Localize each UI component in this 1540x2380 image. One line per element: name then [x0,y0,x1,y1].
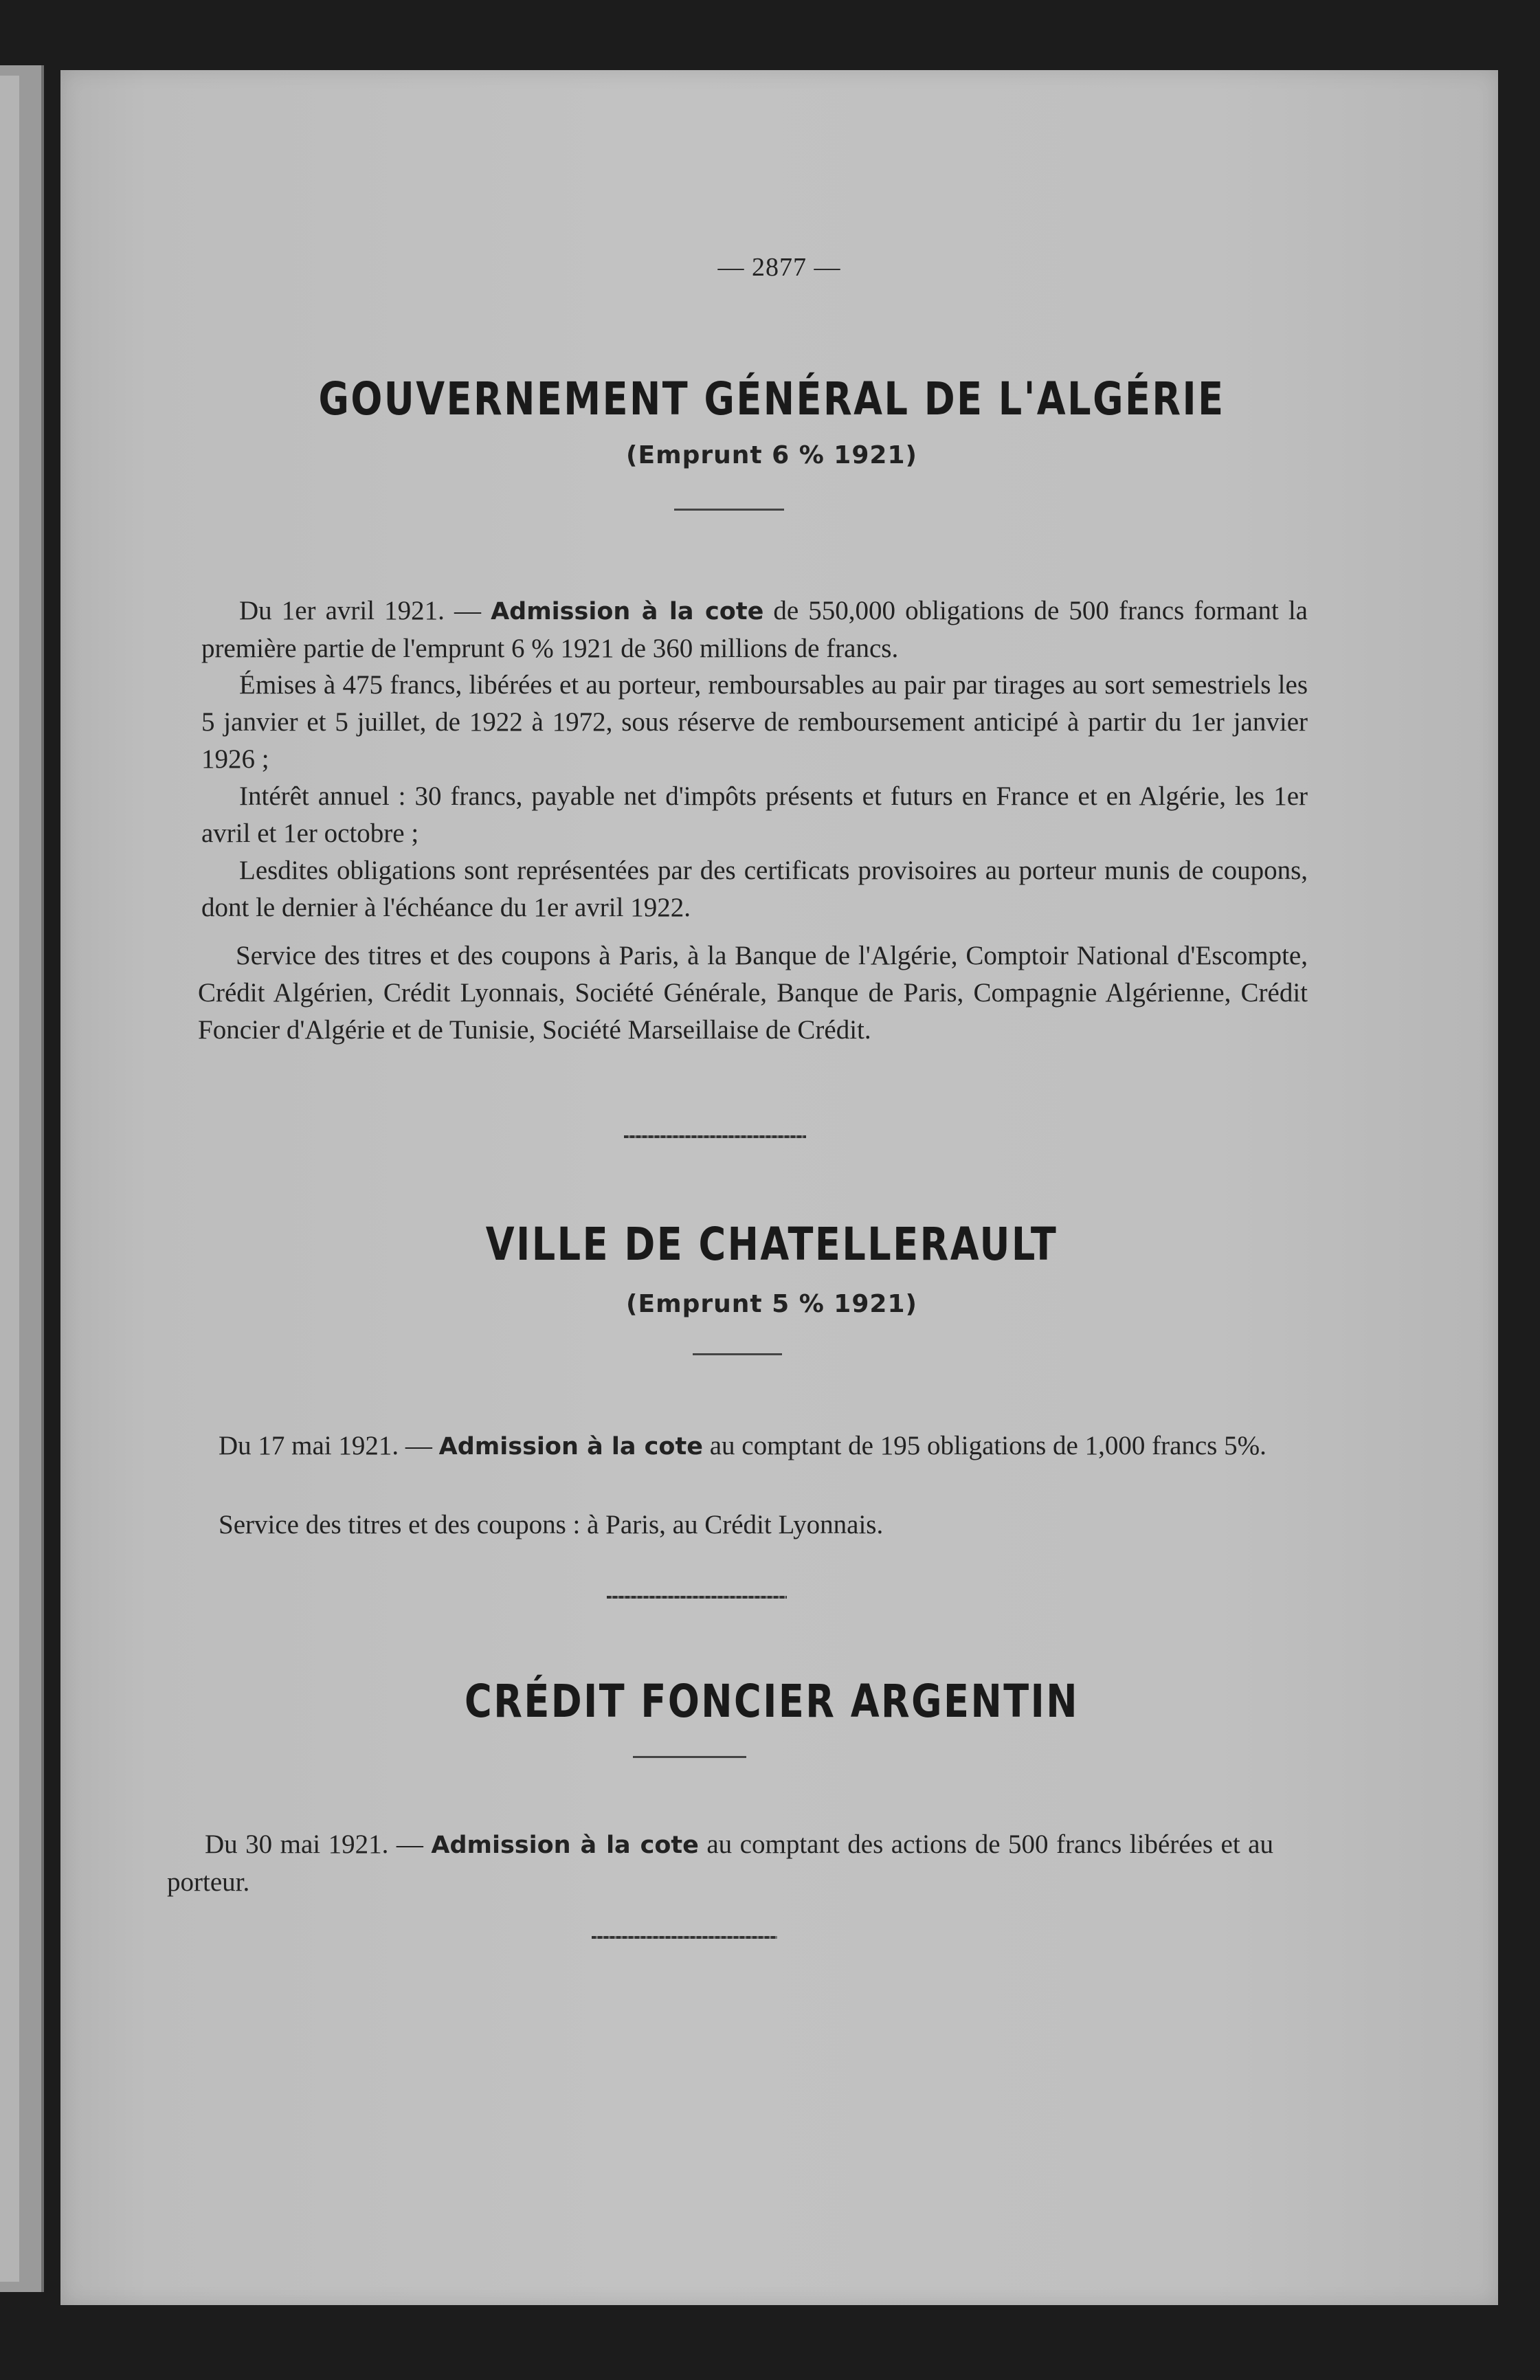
paragraph-text: de 550,000 obligations de 500 francs formant la première partie de l'emprunt 6 % 1921 de 360 millions de francs. [201,596,1308,663]
paragraph-algerie-certificats: Lesdites obligations sont représentées par des certificats provisoires au porteur munis de coupons, dont le dernier à l'échéance du 1er avril 1922. [201,856,1308,922]
paragraph-algerie-interet: Intérêt annuel : 30 francs, payable net d'impôts présents et futurs en France et en Algérie, les 1er avril et 1er octobre ; [201,781,1308,848]
paragraph-algerie-emission: Émises à 475 francs, libérées et au porteur, remboursables au pair par tirages au sort semestriels les 5 janvier et 5 juillet, de 1922 à 1972, sous réserve de remboursement anticipé à partir du 1er janvier 1926 ; [201,670,1308,774]
section-subtitle-chatellerault: (Emprunt 5 % 1921) [626,1290,917,1318]
paragraph-date: Du 30 mai 1921. — [205,1830,432,1859]
paragraph-chatellerault-admission [181,1427,1287,1465]
section-divider [592,1936,777,1939]
paragraph-date: Du 1er avril 1921. — [239,596,491,625]
admission-label: Admission à la cote [438,1433,703,1460]
admission-label: Admission à la cote [431,1832,699,1859]
admission-label: Admission à la cote [491,598,764,625]
section-rule-short [674,509,784,511]
page-number: — 2877 — [717,253,841,282]
document-page [60,70,1498,2305]
section-divider [607,1596,787,1599]
section-rule-short [693,1353,782,1355]
paragraph-credit-foncier-admission [167,1826,1273,1901]
paragraph-date: Du 17 mai 1921. — [219,1431,439,1460]
paragraph-text: au comptant de 195 obligations de 1,000 francs 5%. [702,1431,1266,1460]
section-rule-short [633,1756,746,1758]
paragraph-algerie-admission [201,592,1308,667]
section-title-algerie: GOUVERNEMENT GÉNÉRAL DE L'ALGÉRIE [318,372,1225,425]
section-divider [624,1135,806,1138]
section-title-chatellerault: VILLE DE CHATELLERAULT [485,1218,1058,1271]
previous-page-margin [0,76,19,2282]
paragraph-chatellerault-service: Service des titres et des coupons : à Paris, au Crédit Lyonnais. [219,1510,884,1539]
section-title-credit-foncier: CRÉDIT FONCIER ARGENTIN [465,1675,1079,1728]
section-subtitle-algerie: (Emprunt 6 % 1921) [626,441,917,469]
paragraph-algerie-service: Service des titres et des coupons à Paris, à la Banque de l'Algérie, Comptoir National d'Escompte, Crédit Algérien, Crédit Lyonnais, Société Générale, Banque de Paris, Compagnie Algérienne, Crédit Foncier d'Algérie et de Tunisie, Société Marseillaise de Crédit. [198,941,1308,1045]
paragraph-text: au comptant des actions de 500 francs libérées et au porteur. [167,1830,1273,1897]
